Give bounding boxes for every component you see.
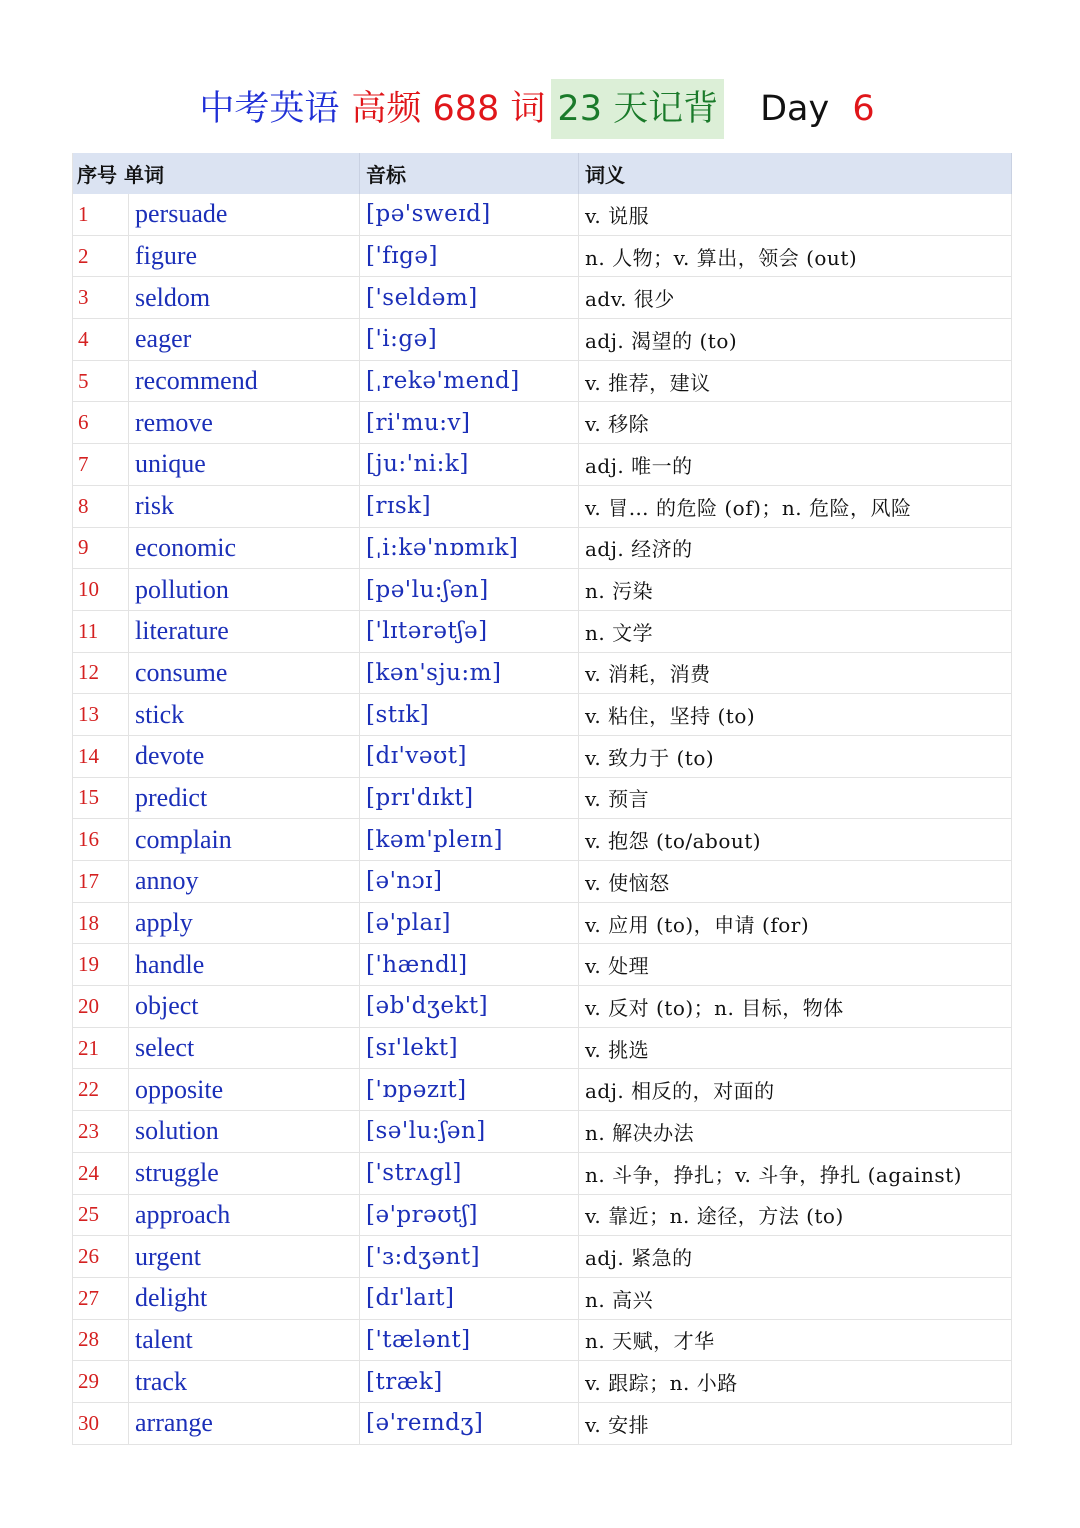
row-ipa: [prɪ'dɪkt] (360, 777, 579, 819)
table-row (73, 1277, 1012, 1319)
row-word: eager (129, 319, 360, 361)
table-row (73, 1027, 1012, 1069)
row-number: 14 (73, 735, 129, 777)
table-row (73, 694, 1012, 736)
row-ipa: [ə'reɪndʒ] (360, 1402, 579, 1444)
table-row (73, 360, 1012, 402)
row-meaning: v. 靠近；n. 途径，方法 (to) (579, 1194, 1012, 1236)
table-row (73, 319, 1012, 361)
vocabulary-table (72, 153, 1012, 1445)
row-number: 30 (73, 1402, 129, 1444)
row-ipa: ['ɒpəzɪt] (360, 1069, 579, 1111)
row-meaning: adj. 相反的，对面的 (579, 1069, 1012, 1111)
row-meaning: n. 高兴 (579, 1277, 1012, 1319)
row-number: 19 (73, 944, 129, 986)
row-word: urgent (129, 1236, 360, 1278)
row-number: 11 (73, 610, 129, 652)
row-ipa: ['fɪgə] (360, 235, 579, 277)
row-meaning: adj. 渴望的 (to) (579, 319, 1012, 361)
title-day (748, 79, 887, 139)
row-number: 29 (73, 1361, 129, 1403)
table-row (73, 944, 1012, 986)
row-number: 5 (73, 360, 129, 402)
row-ipa: [stɪk] (360, 694, 579, 736)
row-meaning: v. 反对 (to)；n. 目标，物体 (579, 986, 1012, 1028)
row-number: 13 (73, 694, 129, 736)
row-word: literature (129, 610, 360, 652)
row-word: annoy (129, 861, 360, 903)
table-row (73, 902, 1012, 944)
page-title (0, 78, 1080, 140)
row-ipa: [əb'dʒekt] (360, 986, 579, 1028)
table-row (73, 610, 1012, 652)
row-ipa: [træk] (360, 1361, 579, 1403)
row-word: opposite (129, 1069, 360, 1111)
row-number: 9 (73, 527, 129, 569)
row-meaning: n. 天赋，才华 (579, 1319, 1012, 1361)
row-ipa: ['hændl] (360, 944, 579, 986)
row-number: 24 (73, 1152, 129, 1194)
row-word: track (129, 1361, 360, 1403)
title-exam-label: 中考英语 (199, 89, 340, 129)
row-meaning: v. 跟踪；n. 小路 (579, 1361, 1012, 1403)
row-number: 21 (73, 1027, 129, 1069)
row-word: figure (129, 235, 360, 277)
row-meaning: v. 应用 (to)，申请 (for) (579, 902, 1012, 944)
row-number: 26 (73, 1236, 129, 1278)
title-day-number: 6 (852, 89, 875, 129)
table-row (73, 819, 1012, 861)
row-meaning: v. 粘住，坚持 (to) (579, 694, 1012, 736)
row-word: seldom (129, 277, 360, 319)
header-ipa: 音标 (360, 153, 579, 194)
row-ipa: [pə'lu:ʃən] (360, 569, 579, 611)
row-word: remove (129, 402, 360, 444)
table-row (73, 527, 1012, 569)
row-meaning: v. 推荐，建议 (579, 360, 1012, 402)
row-word: predict (129, 777, 360, 819)
title-schedule: 23 天记背 (551, 79, 724, 139)
table-row (73, 1236, 1012, 1278)
row-meaning: v. 致力于 (to) (579, 735, 1012, 777)
row-word: solution (129, 1111, 360, 1153)
header-meaning: 词义 (579, 153, 1012, 194)
row-number: 22 (73, 1069, 129, 1111)
table-row (73, 1361, 1012, 1403)
row-word: handle (129, 944, 360, 986)
row-ipa: [ˌrekə'mend] (360, 360, 579, 402)
row-ipa: ['strʌgl] (360, 1152, 579, 1194)
row-meaning: v. 安排 (579, 1402, 1012, 1444)
row-ipa: [ə'prəʊtʃ] (360, 1194, 579, 1236)
row-number: 16 (73, 819, 129, 861)
row-number: 7 (73, 444, 129, 486)
title-word-count: 高频 688 词 (351, 89, 546, 129)
table-row (73, 444, 1012, 486)
row-ipa: [ˌi:kə'nɒmɪk] (360, 527, 579, 569)
row-number: 1 (73, 194, 129, 235)
row-number: 10 (73, 569, 129, 611)
row-ipa: ['i:gə] (360, 319, 579, 361)
row-ipa: ['lɪtərətʃə] (360, 610, 579, 652)
row-meaning: adv. 很少 (579, 277, 1012, 319)
row-ipa: [ə'plaɪ] (360, 902, 579, 944)
table-row (73, 569, 1012, 611)
row-word: delight (129, 1277, 360, 1319)
table-row (73, 735, 1012, 777)
row-meaning: v. 消耗，消费 (579, 652, 1012, 694)
row-word: economic (129, 527, 360, 569)
table-row (73, 485, 1012, 527)
row-meaning: n. 人物；v. 算出，领会 (out) (579, 235, 1012, 277)
table-row (73, 777, 1012, 819)
title-day-label: Day (760, 89, 830, 129)
row-number: 18 (73, 902, 129, 944)
row-ipa: ['seldəm] (360, 277, 579, 319)
row-meaning: v. 使恼怒 (579, 861, 1012, 903)
row-number: 3 (73, 277, 129, 319)
row-number: 15 (73, 777, 129, 819)
row-meaning: v. 移除 (579, 402, 1012, 444)
row-meaning: v. 抱怨 (to/about) (579, 819, 1012, 861)
row-word: approach (129, 1194, 360, 1236)
row-word: recommend (129, 360, 360, 402)
row-meaning: n. 斗争，挣扎；v. 斗争，挣扎 (against) (579, 1152, 1012, 1194)
table-row (73, 1069, 1012, 1111)
table-row (73, 1152, 1012, 1194)
row-word: unique (129, 444, 360, 486)
table-row (73, 652, 1012, 694)
row-ipa: [sɪ'lekt] (360, 1027, 579, 1069)
row-meaning: v. 说服 (579, 194, 1012, 235)
row-ipa: [dɪ'vəʊt] (360, 735, 579, 777)
table-row (73, 1194, 1012, 1236)
table-row (73, 1319, 1012, 1361)
table-row (73, 235, 1012, 277)
row-number: 25 (73, 1194, 129, 1236)
table-row (73, 277, 1012, 319)
row-meaning: adj. 经济的 (579, 527, 1012, 569)
row-number: 28 (73, 1319, 129, 1361)
row-number: 12 (73, 652, 129, 694)
row-ipa: [ju:'ni:k] (360, 444, 579, 486)
row-meaning: n. 解决办法 (579, 1111, 1012, 1153)
row-meaning: adj. 紧急的 (579, 1236, 1012, 1278)
row-ipa: [pə'sweɪd] (360, 194, 579, 235)
row-word: apply (129, 902, 360, 944)
row-number: 27 (73, 1277, 129, 1319)
table-row (73, 1111, 1012, 1153)
row-word: talent (129, 1319, 360, 1361)
row-word: object (129, 986, 360, 1028)
row-word: select (129, 1027, 360, 1069)
row-word: arrange (129, 1402, 360, 1444)
row-word: pollution (129, 569, 360, 611)
row-number: 23 (73, 1111, 129, 1153)
row-number: 6 (73, 402, 129, 444)
row-ipa: ['tælənt] (360, 1319, 579, 1361)
row-meaning: v. 处理 (579, 944, 1012, 986)
row-meaning: n. 污染 (579, 569, 1012, 611)
row-number: 2 (73, 235, 129, 277)
row-number: 8 (73, 485, 129, 527)
row-ipa: [dɪ'laɪt] (360, 1277, 579, 1319)
row-word: persuade (129, 194, 360, 235)
row-word: complain (129, 819, 360, 861)
row-word: devote (129, 735, 360, 777)
row-ipa: [ə'nɔɪ] (360, 861, 579, 903)
row-word: risk (129, 485, 360, 527)
table-body (73, 194, 1012, 1444)
table-header-row (73, 153, 1012, 194)
row-word: struggle (129, 1152, 360, 1194)
row-meaning: adj. 唯一的 (579, 444, 1012, 486)
row-number: 20 (73, 986, 129, 1028)
table-row (73, 986, 1012, 1028)
row-ipa: [kəm'pleɪn] (360, 819, 579, 861)
row-word: stick (129, 694, 360, 736)
row-ipa: [ri'mu:v] (360, 402, 579, 444)
table-row (73, 194, 1012, 235)
row-ipa: [kən'sju:m] (360, 652, 579, 694)
row-meaning: v. 挑选 (579, 1027, 1012, 1069)
row-ipa: [rɪsk] (360, 485, 579, 527)
row-number: 4 (73, 319, 129, 361)
table-row (73, 402, 1012, 444)
row-ipa: ['ɜ:dʒənt] (360, 1236, 579, 1278)
table-row (73, 1402, 1012, 1444)
header-no-word: 序号 单词 (73, 153, 360, 194)
row-meaning: v. 预言 (579, 777, 1012, 819)
row-word: consume (129, 652, 360, 694)
table-row (73, 861, 1012, 903)
row-number: 17 (73, 861, 129, 903)
row-meaning: n. 文学 (579, 610, 1012, 652)
row-ipa: [sə'lu:ʃən] (360, 1111, 579, 1153)
row-meaning: v. 冒… 的危险 (of)；n. 危险，风险 (579, 485, 1012, 527)
